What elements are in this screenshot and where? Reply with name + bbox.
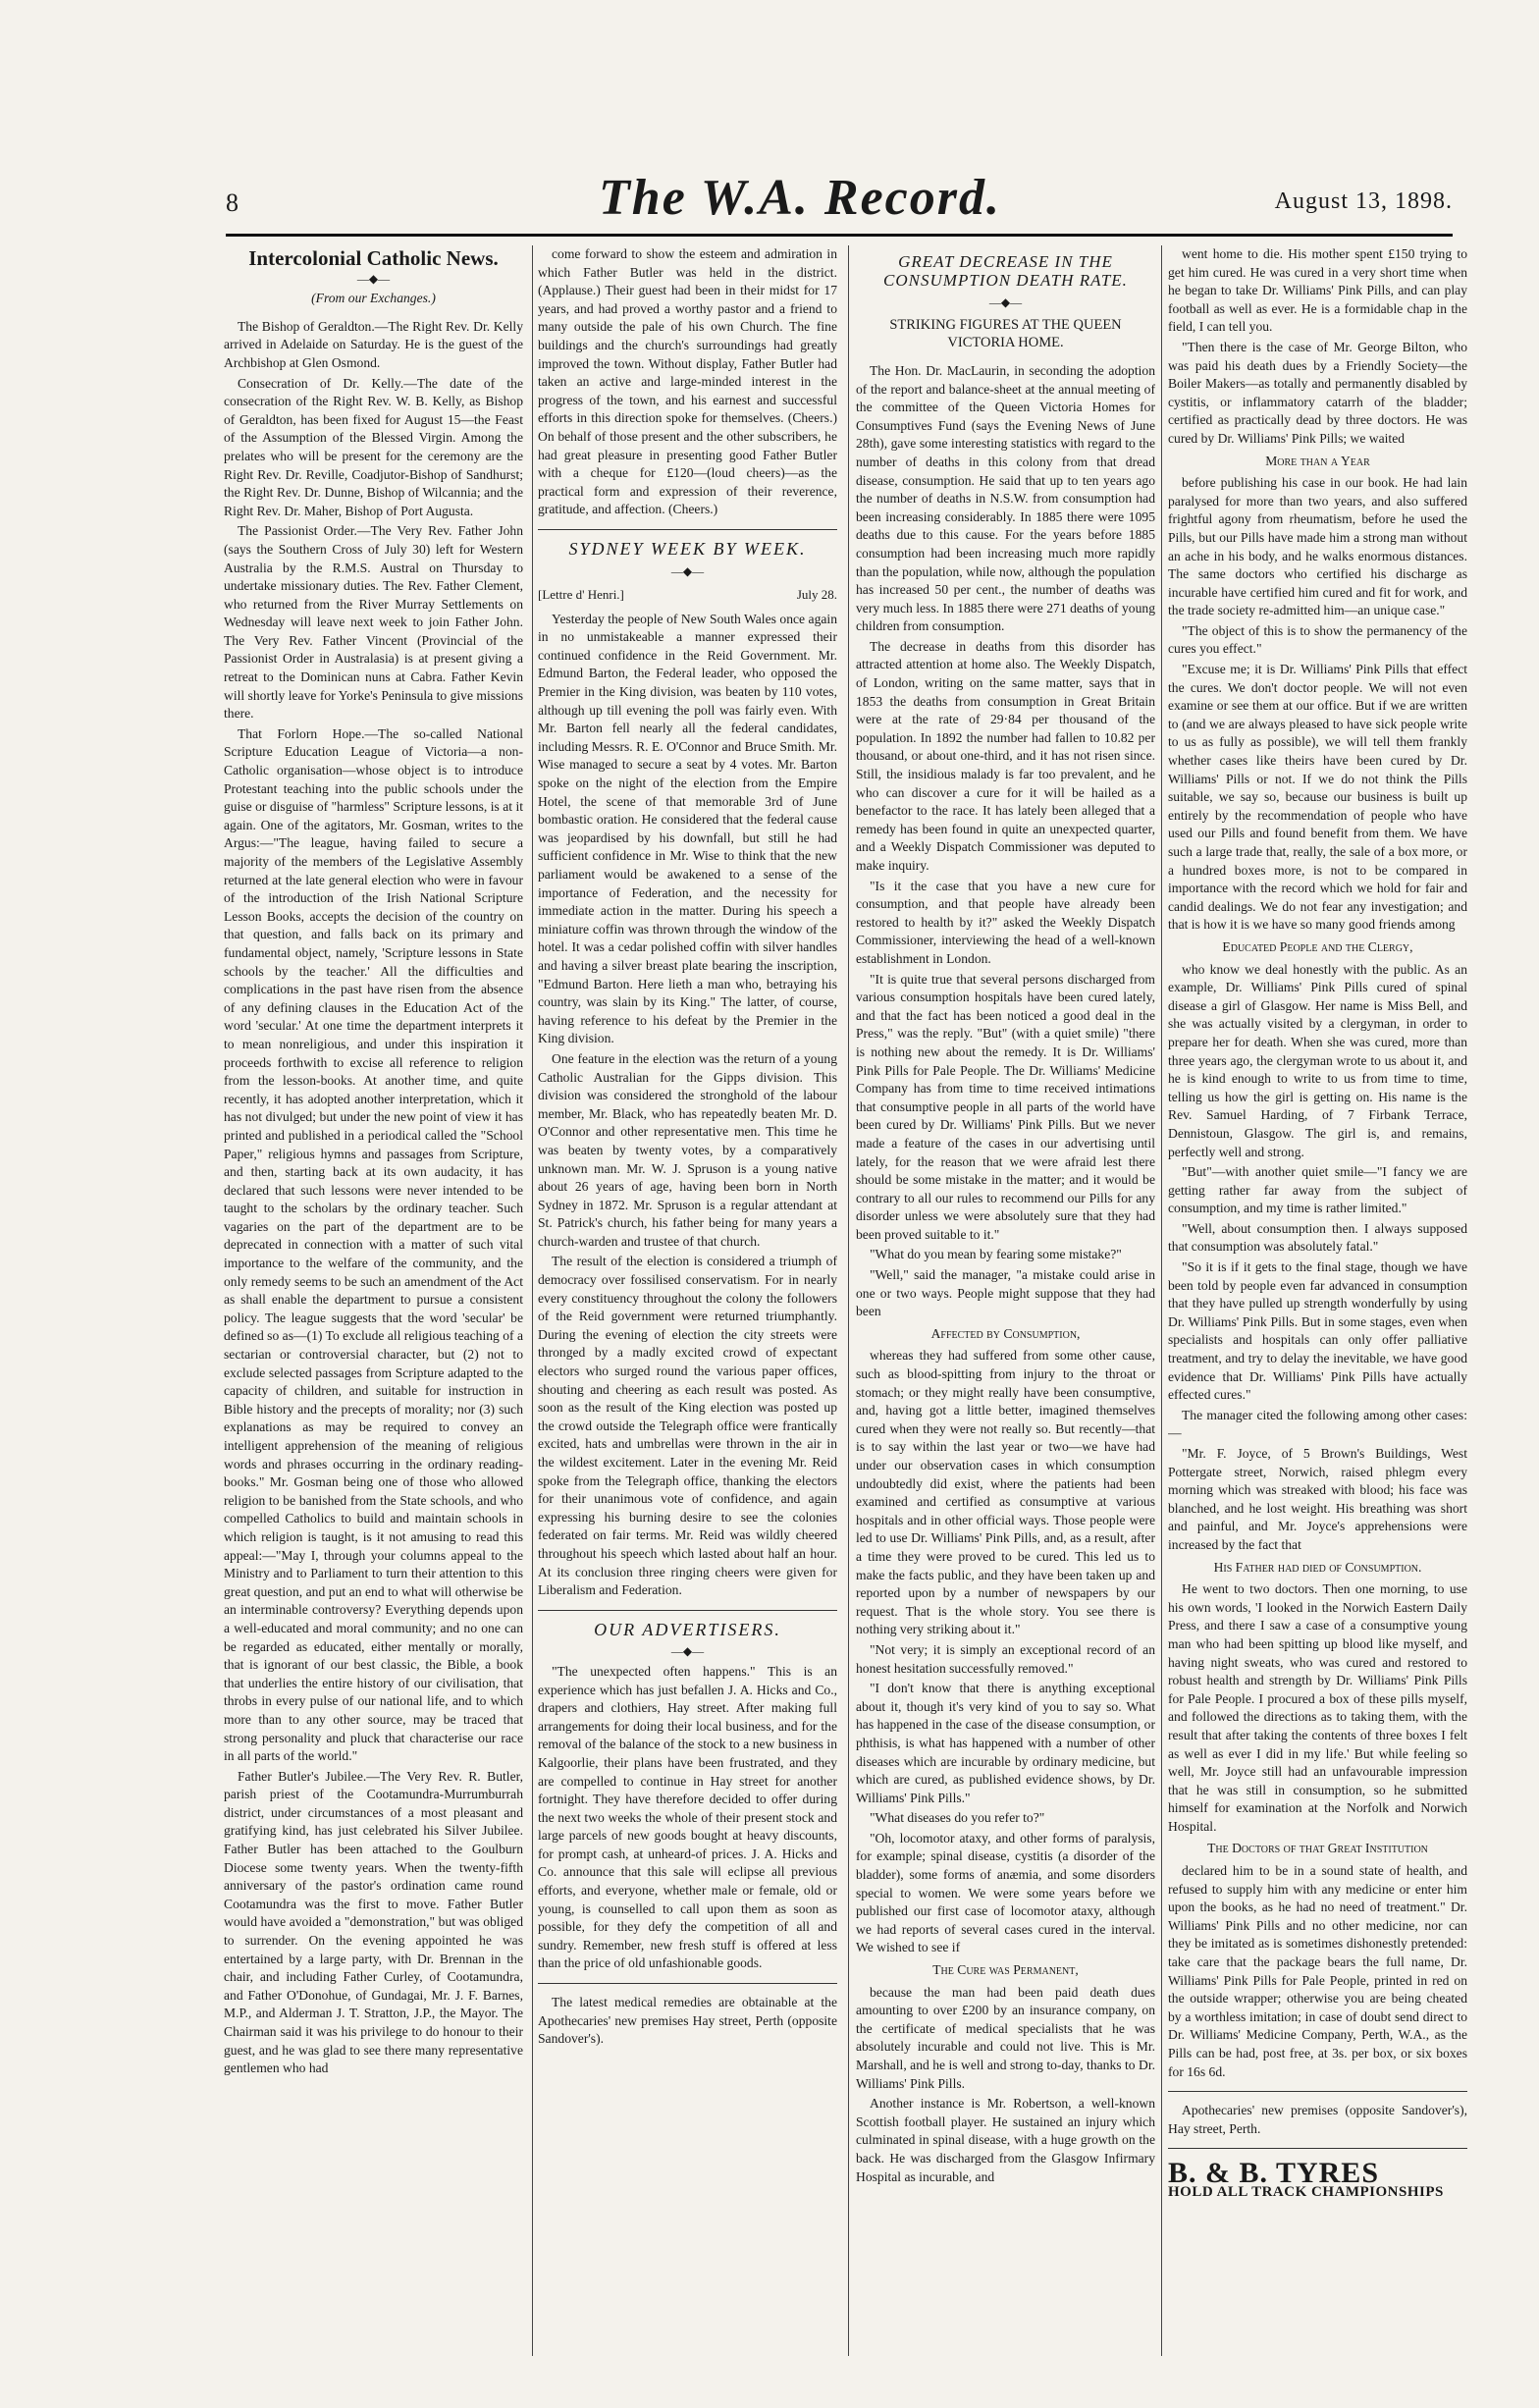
article-paragraph: declared him to be in a sound state of health, and refused to supply him with any medicine or enter him upon the books, as he had no need of treatment." Dr. Williams' Pink Pills and no other medicine, nor can they be imitated as is sometimes dishonestly pretended: take care that the package bears the full name, Dr. Williams' Pink Pills for Pale People, printed in red on the outside wrapper; otherwise you are being cheated by a worthless imitation; in case of doubt send direct to Dr. Williams' Medicine Company, Perth, W.A., as the Pills can be had, post free, at 3s. per box, or six boxes for 16s 6d.: [1168, 1863, 1467, 2079]
article-paragraph: The manager cited the following among other cases:—: [1168, 1407, 1467, 1441]
article-paragraph: "What diseases do you refer to?": [870, 1810, 1045, 1826]
column-divider: [848, 245, 849, 2356]
issue-date: August 13, 1898.: [1274, 188, 1453, 214]
article-paragraph: Apothecaries' new premises (opposite Sandover's), Hay street, Perth.: [1168, 2103, 1467, 2136]
article-paragraph: Another instance is Mr. Robertson, a well-known Scottish football player. He sustained an injury which culminated in spinal disease, with a huge growth on the back. He was discharged from the Glasgow Infirmary Hospital as incurable, and: [856, 2096, 1155, 2184]
article-paragraph: Yesterday the people of New South Wales once again in no unmistakeable a manner expressed their continued confidence in the Reid Government. Mr. Edmund Barton, the Federal leader, who opposed the Premier in the King division, was beaten by 110 votes, although up till evening the poll was fairly even. With Mr. Barton fell nearly all the federal candidates, including Messrs. R. E. O'Connor and Bruce Smith. Mr. Wise managed to secure a seat by 4 votes. Mr. Barton spoke on the night of the election from the Empire Hotel, the scene of that memorable 3rd of June bombastic oration. He considered that the federal cause was jeopardised by his downfall, but still he had sufficient confidence in Mr. Wise to think that the new parliament would be awakened to a sense of the importance of Federation, and the necessity for immediate action in the matter. During his speech a miniature coffin was thrown through the window of the hotel. It was a cedar polished coffin with silver handles and having a silver breast plate bearing the inscription, "Edmund Barton. Here lieth a man who, betraying his country, was slain by its King." The latter, of course, having reference to his defeat by the Premier in the King division.: [538, 611, 837, 1046]
dateline: [538, 586, 837, 605]
article-separator: [538, 529, 837, 530]
column-2: [538, 245, 837, 2346]
article-paragraph: The Passionist Order.—The Very Rev. Father John (says the Southern Cross of July 30) left for Western Australia by the R.M.S. Austral on Thursday to undertake missionary duties. The Rev. Father Clement, who returned from the River Murray Settlements on Wednesday will leave next week to join Father John. The Very Rev. Father Vincent (Provincial of the Passionist Order in Australasia) is at present giving a retreat to the Dominican nuns at Cabra. Father Kevin will shortly leave for Yorke's Peninsula to give missions there.: [224, 523, 523, 722]
newspaper-page: [147, 147, 1467, 2366]
ornament-divider: —◆—: [670, 1644, 705, 1659]
article-separator: [538, 1610, 837, 1611]
page-number: 8: [226, 188, 239, 217]
article-paragraph: "Well, about consumption then. I always supposed that consumption was absolutely fatal.": [1168, 1220, 1467, 1255]
crosshead: The Doctors of that Great Institution: [1207, 1841, 1428, 1856]
article-separator: [538, 1983, 837, 1984]
ornament-divider: —◆—: [988, 295, 1023, 310]
article-paragraph: "Excuse me; it is Dr. Williams' Pink Pills that effect the cures. We don't doctor people. We will not even examine or see them at our office. But if we are written to (and we are always pleased to have sick people write to us as fully as possible), we will tell them frankly whether cases like theirs have been cured by Dr. Williams' Pills or not. If we do not think the Pills suitable, we say so, because our business is built up entirely by the recommendation of people who have used our Pills and found benefit from them. We have such a large trade that, really, the sale of a box more, or a hundred boxes more, is not to be compared in importance with the record which we hold for fair and candid dealings. We do not fear any investigation; and that is how it is we have so many good friends among: [1168, 662, 1467, 933]
article-heading: GREAT DECREASE IN THE CONSUMPTION DEATH RATE.: [883, 252, 1128, 290]
dateline-date: July 28.: [796, 587, 837, 603]
byline: [Lettre d' Henri.]: [538, 587, 624, 603]
masthead-rule: [226, 234, 1453, 237]
ornament-divider: —◆—: [356, 271, 391, 286]
article-subheading: STRIKING FIGURES AT THE QUEEN VICTORIA HOME.: [889, 316, 1122, 351]
crosshead: Educated People and the Clergy,: [1222, 938, 1413, 954]
article-paragraph: The Bishop of Geraldton.—The Right Rev. Dr. Kelly arrived in Adelaide on Saturday. He is the guest of the Archbishop at Glen Osmond.: [224, 318, 523, 370]
newspaper-title: The W.A. Record.: [599, 170, 1001, 226]
article-paragraph: "But"—with another quiet smile—"I fancy we are getting rather far away from the subject of consumption, and my time is rather limited.": [1168, 1164, 1467, 1216]
article-paragraph: "The unexpected often happens." This is an experience which has just befallen J. A. Hicks and Co., drapers and clothiers, Hay street. After making full arrangements for doing their local business, and for the removal of the balance of the stock to a new business in Kalgoorlie, their plans have been frustrated, and they are compelled to continue in Hay street for another fortnight. They have therefore decided to offer during the next two weeks the whole of their present stock and large parcels of new goods bought at heavy discounts, for prompt cash, at unheard-of prices. J. A. Hicks and Co. announce that this sale will eclipse all previous efforts, and everyone, whether male or female, old or young, is counselled to call upon them as soon as possible, for they defy the competition of all and sundry. Remember, new fresh stuff is offered at less than the price of old unfashionable goods.: [538, 1663, 837, 1971]
masthead: [147, 169, 1453, 228]
article-paragraph: Consecration of Dr. Kelly.—The date of the consecration of the Right Rev. W. B. Kelly, as Bishop of Geraldton, has been fixed for August 15—the Feast of the Assumption of the Blessed Virgin. Among the prelates who will be present for the ceremony are the Right Rev. Dr. Reville, Coadjutor-Bishop of Sandhurst; the Right Rev. Dr. Dunne, Bishop of Wilcannia; and the Right Rev. Dr. Maher, Bishop of Port Augusta.: [224, 375, 523, 518]
article-paragraph: "The object of this is to show the permanency of the cures you effect.": [1168, 622, 1467, 657]
column-divider: [1161, 245, 1162, 2356]
article-paragraph: because the man had been paid death dues amounting to over £200 by an insurance company, on the certificate of medical specialists that he was absolutely incurable and could not live. This is Mr. Marshall, and he is well and strong to-day, thanks to Dr. Williams' Pink Pills.: [856, 1984, 1155, 2091]
article-paragraph: "Not very; it is simply an exceptional record of an honest hesitation successfully removed.": [856, 1641, 1155, 1676]
advertisement-title: B. & B. TYRES: [1168, 2157, 1380, 2190]
column-3: [856, 245, 1155, 2346]
column-4: [1168, 245, 1467, 2346]
column-divider: [532, 245, 533, 2356]
article-paragraph: "It is quite true that several persons discharged from various consumption hospitals have been cured lately, and that the fact has been noticed a good deal in the Press," was the reply. "But" (with a quiet smile) "there is nothing new about the remedy. It is Dr. Williams' Pink Pills for Pale People. The Dr. Williams' Medicine Company has from time to time received intimations that consumptive people in all parts of the world have been cured by Dr. Williams' Pink Pills. But we never made a feature of the cases in our advertising until lately, for the reason that we were afraid lest there should be some mistake in the matter; and it would be contrary to all our rules to recommend our Pills for any disorder unless we were absolutely sure that they had been proved suitable to it.": [856, 971, 1155, 1242]
article-paragraph: who know we deal honestly with the public. As an example, Dr. Williams' Pink Pills cured of spinal disease a girl of Glasgow. Her name is Miss Bell, and she was actually visited by a clergyman, in order to prepare her for death. When she was cured, more than three years ago, the clergyman wrote to us about it, and he is kind enough to write to us from time to time, telling us how the girl is getting on. His name is the Rev. Samuel Harding, of 7 Firbank Terrace, Dennistoun, Glasgow. The girl is, and remains, perfectly well and strong.: [1168, 961, 1467, 1159]
column-1: [224, 245, 523, 2346]
crosshead: His Father had died of Consumption.: [1213, 1559, 1422, 1575]
article-paragraph: "So it is if it gets to the final stage, though we have been told by people even far advanced in consumption that they have pulled up strength wonderfully by using Dr. Williams' Pink Pills. But in some stages, even when specialists and hospitals can only offer palliative treatment, and try to delay the inevitable, we have good evidence that Dr. Williams' Pink Pills have actually effected cures.": [1168, 1259, 1467, 1403]
article-paragraph: "Oh, locomotor ataxy, and other forms of paralysis, for example; spinal disease, cystitis (a disorder of the bladder), some forms of anæmia, and some disorders special to women. We were some years before we published our first case of locomotor ataxy, although we had reports of several cases cured in the interval. We wished to see if: [856, 1830, 1155, 1955]
article-paragraph: "Mr. F. Joyce, of 5 Brown's Buildings, West Pottergate street, Norwich, raised phlegm every morning which was streaked with blood; his face was blanched, and he lost weight. His breathing was short and painful, and Mr. Joyce's apprehensions were increased by the fact that: [1168, 1446, 1467, 1552]
article-paragraph: before publishing his case in our book. He had lain paralysed for more than two years, and also suffered frightful agony from rheumatism, before he used the Pills, but our Pills have made him a strong man without an ache in his body, and he walks enormous distances. The same doctors who certified his discharge as incurable have certified him cured and fit for work, and the trade society re-admitted him—an unique case.": [1168, 475, 1467, 618]
crosshead: More than a Year: [1265, 453, 1370, 468]
article-separator: [1168, 2148, 1467, 2149]
article-paragraph: That Forlorn Hope.—The so-called National Scripture Education League of Victoria—a non-Catholic organisation—whose object is to introduce Protestant teaching into the public schools under the guise or disguise of "harmless" Scripture lessons, is at it again. One of the agitators, Mr. Gosman, writes to the Argus:—"The league, having failed to secure a majority of the members of the Legislative Assembly returned at the late general election who were in favour of the introduction of the Irish National Scripture Lesson Books, accepts the decision of the country on that question, and falls back on its primary and fundamental object, namely, 'Scripture lessons in State schools by the teacher.' All the difficulties and complications in the past have risen from the absence of any defining clauses in the Education Act of the word 'secular.' At one time the department interprets it to mean nonreligious, and under this inspiration it proceeds forthwith to excise all reference to religion from the lesson-books. At another time, and quite recently, it has adopted another interpretation, which it has not divulged; but under the new point of view it has printed and published in a periodical called the "School Paper," religious hymns and passages from Scripture, and then, starting back at its own audacity, it has declared that such lessons were never intended to be taught to the scholars by the ordinary teacher. Such vagaries on the part of the department are to be deprecated in connection with a matter of such vital importance to the welfare of the community, and the only remedy seems to be such an amendment of the Act as shall enable the department to pursue a consistent policy. The league suggests that the word 'secular' be defined so as—(1) To exclude all religious teaching of a sectarian or controversial character, but (2) not to exclude selected passages from Scripture adapted to the capacity of children, and suitable for instruction in Bible history and the precepts of morality; nor (3) such explanations as may be required to convey an intelligent apprehension of the meaning of religious words and phrases occurring in the ordinary reading-books." Mr. Gosman being one of those who allowed religion to be banished from the State schools, and who compelled Catholics to build and maintain schools in which religion is taught, is it not amusing to read this appeal:—"May I, through your columns appeal to the Ministry and to Parliament to turn their attention to this great question, and put an end to what will otherwise be an interminable controversy? Everything depends upon a well-educated and moral community; and no one can be regarded as educated, either mentally or morally, that is ignorant of our best classic, the Bible, a book that underlies the entire history of our civilisation, that throbs in every pulse of our national life, and to which more than to any other source, may be traced that strong personality and pluck that characterise our race in all parts of the world.": [224, 725, 523, 1764]
article-paragraph: He went to two doctors. Then one morning, to use his own words, 'I looked in the Norwich Eastern Daily Press, and there I saw a case of a consumptive young man who had been spitting up blood like myself, and having night sweats, who was cured and restored to robust health and strength by Dr. Williams' Pink Pills for Pale People. I procured a box of these pills myself, and followed the directions as to taking them, with the result that after taking the contents of three boxes I felt as well as ever I did in my life.' But while feeling so well, Mr. Joyce still had an unfavourable impression that he was still in consumption, so he submitted himself for examination at the Norfolk and Norwich Hospital.: [1168, 1581, 1467, 1834]
article-paragraph: "Well," said the manager, "a mistake could arise in one or two ways. People might suppose that they had been: [856, 1267, 1155, 1319]
article-paragraph: One feature in the election was the return of a young Catholic Australian for the Gipps division. This division was considered the stronghold of the labour member, Mr. Black, who has repeatedly beaten Mr. D. O'Connor and other representative men. This time he was beaten by twenty votes, by a comparatively unknown man. Mr. W. J. Spruson is a young native about 26 years of age, having been born in North Sydney in 1872. Mr. Spruson is a regular attendant at St. Patrick's church, his father being for many years a church-warden and trustee of that church.: [538, 1050, 837, 1249]
article-paragraph: whereas they had suffered from some other cause, such as blood-spitting from injury to the throat or stomach; or they might really have been consumptive, and, having got a little better, imagined themselves cured when they were not really so. But recently—that is to say within the last year or two—we have had under our observation cases in which consumption undoubtedly did exist, where the patients had been examined and certified as consumptive at various hospitals and in other official ways. Those people were led to use Dr. Williams' Pink Pills, and, as a result, after a time they were proved to be cured. This led us to make the facts public, and they have been taken up and reported upon by a number of newspapers by our request. That is the whole story. You see there is nothing very striking about it.": [856, 1348, 1155, 1637]
article-separator: [1168, 2091, 1467, 2092]
article-paragraph: "I don't know that there is anything exceptional about it, though it's very kind of you to say so. What has happened in the case of the disease consumption, or phthisis, is what has happened with a number of other diseases which are incurable by ordinary medicine, but which are cured, as published evidence shows, by Dr. Williams' Pink Pills.": [856, 1681, 1155, 1805]
article-paragraph: "What do you mean by fearing some mistake?": [870, 1247, 1122, 1262]
crosshead: Affected by Consumption,: [930, 1325, 1081, 1341]
article-paragraph: The latest medical remedies are obtainable at the Apothecaries' new premises Hay street, Perth (opposite Sandover's).: [538, 1995, 837, 2047]
article-heading: SYDNEY WEEK BY WEEK.: [568, 538, 807, 559]
ornament-divider: —◆—: [670, 563, 705, 578]
article-paragraph: "Is it the case that you have a new cure for consumption, and that people have already been restored to health by it?" asked the Weekly Dispatch Commissioner, interviewing the head of a well-known establishment in London.: [856, 878, 1155, 966]
article-paragraph: went home to die. His mother spent £150 trying to get him cured. He was cured in a very short time when he began to take Dr. Williams' Pink Pills, and can play football as well as ever. He is a formidable chap in the field, I can tell you.: [1168, 246, 1467, 335]
article-paragraph: "Then there is the case of Mr. George Bilton, who was paid his death dues by a Friendly Society—the Boiler Makers—as totally and permanently disabled by cystitis, or inflammatory catarrh of the bladder; certified as practically dead by three doctors. He was cured by Dr. Williams' Pink Pills; we waited: [1168, 339, 1467, 446]
section-subheading: (From our Exchanges.): [311, 291, 436, 306]
article-paragraph: The Hon. Dr. MacLaurin, in seconding the adoption of the report and balance-sheet at the annual meeting of the committee of the Queen Victoria Homes for Consumptives Fund (says the Evening News of June 28th), gave some interesting statistics with regard to the number of deaths in this colony from that dread disease, consumption. He said that up to ten years ago the number of deaths in N.S.W. from consumption had been increasing considerably. In 1885 there were 1095 deaths due to this cause. For the years before 1885 consumption had been increasing much more rapidly than the population, while now, although the population has increased 50 per cent., the number of deaths was very much less. In 1885 there were 271 deaths of young children from consumption.: [856, 362, 1155, 634]
article-paragraph: Father Butler's Jubilee.—The Very Rev. R. Butler, parish priest of the Cootamundra-Murrumburrah district, under circumstances of a most pleasant and gratifying kind, has just celebrated his Silver Jubilee. Father Butler has been attached to the Goulburn Diocese some twenty years. When the twenty-fifth anniversary of the pastor's ordination came round Cootamundra was the first to move. Father Butler would have avoided a "demonstration," but was obliged to surrender. On the evening appointed he was entertained by a large party, with Dr. Brennan in the chair, and including Father Curley, of Cootamundra, and Father O'Donohue, of Gundagai, Mr. J. F. Barnes, M.P., and Alderman J. T. Stratton, J.P., the Mayor. The Chairman said it was his privilege to do honour to their guest, and he was glad to see there many representative gentlemen who had: [224, 1768, 523, 2076]
advertisement-tagline: HOLD ALL TRACK CHAMPIONSHIPS: [1168, 2183, 1444, 2200]
article-paragraph: come forward to show the esteem and admiration in which Father Butler was held in the district. (Applause.) Their guest had been in their midst for 17 years, and had proved a worthy pastor and a friend to many outside the pale of his own Church. The fine buildings and the church's surroundings had greatly improved the town. Without display, Father Butler had taken an active and large-minded interest in the progress of the town, and his earnest and successful efforts in this direction spoke for themselves. (Cheers.) On behalf of those present and the other subscribers, he had great pleasure in presenting good Father Butler with a cheque for £120—(loud cheers)—as the practical form and expression of their reverence, gratitude, and affection. (Cheers.): [538, 246, 837, 517]
section-heading: Intercolonial Catholic News.: [248, 246, 499, 270]
crosshead: The Cure was Permanent,: [932, 1962, 1079, 1978]
article-paragraph: The decrease in deaths from this disorder has attracted attention at home also. The Weekly Dispatch, of London, writing on the same matter, says that in 1853 the deaths from consumption in Great Britain were at the rate of 29·84 per thousand of the population. In 1892 the number had fallen to 10.82 per thousand, or about one-third, and it has not risen since. Still, the insidious malady is far too prevalent, and he who can discover a cure for it will be hailed as a benefactor to the race. It has lately been alleged that a remedy has been found in quite an unexpected quarter, and a Weekly Dispatch Commissioner was deputed to make inquiry.: [856, 638, 1155, 873]
article-heading: OUR ADVERTISERS.: [594, 1619, 781, 1639]
article-paragraph: The result of the election is considered a triumph of democracy over fossilised conservatism. For in nearly every constituency throughout the colony the followers of the Reid government were returned triumphantly. During the evening of election the city streets were thronged by a madly excited crowd of expectant electors who surged round the various paper offices, shouting and cheering as each result was posted. As soon as the result of the King election was posted up the crowd outside the Telegraph office were frantically excited, hats and umbrellas were thrown in the air in the wildest excitement. Later in the evening Mr. Reid spoke from the Telegraph office, thanking the electors for their unanimous vote of confidence, and again expressing his burning desire to see the colonies federated on fair terms. Mr. Reid was wildly cheered throughout his speech which lasted about half an hour. At its conclusion three ringing cheers were given for Liberalism and Federation.: [538, 1254, 837, 1598]
